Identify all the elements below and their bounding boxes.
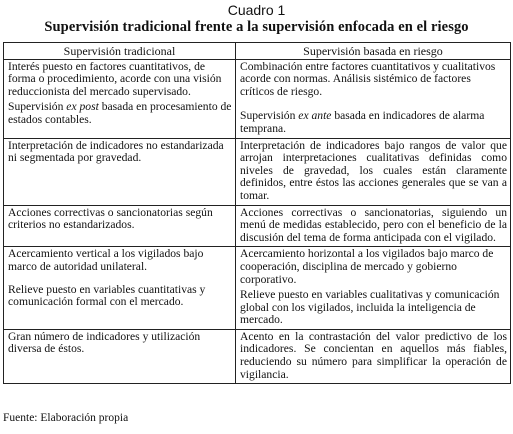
cell-risk-based [236,59,511,138]
table-header-row [4,43,511,60]
table-row [4,247,511,330]
cell-text: Acercamiento vertical a los vigilados bajo marco de autoridad unilateral. [8,247,204,273]
source-note: Fuente: Elaboración propia [3,412,129,424]
cell-text: Supervisión ex post basada en procesamiento de estados contables. [8,100,232,126]
table-row [4,59,511,138]
cell-traditional [4,329,236,383]
cell-text: Interpretación de indicadores bajo rangos de valor que arrojan interpretaciones cualitativas definidas como niveles de gravedad, los cuales están claramente definidos, entre éstos las acciones generales que se van a tomar. [240,138,507,202]
table-row [4,205,511,247]
cell-text: Acciones correctivas o sancionatorias, siguiendo un menú de medidas establecido, pero con el beneficio de la discusión del tema de forma anticipada con el vigilado. [240,205,507,244]
cell-text: Relieve puesto en variables cuantitativas y comunicación formal con el mercado. [8,282,206,309]
cell-text: Supervisión ex ante basada en indicadores de alarma temprana. [240,109,485,135]
cell-text: Acento en la contrastación del valor predictivo de los indicadores. Se concientan en aquellos más fiables, reduciendo su número para simplificar la operación de vigilancia. [240,329,507,381]
cell-text: Acercamiento horizontal a los vigilados bajo marco de cooperación, disciplina de mercado y gobierno corporativo. [240,247,494,286]
column-header-traditional: Supervisión tradicional [4,43,236,60]
cell-risk-based [236,329,511,383]
cell-text: Interpretación de indicadores no estandarizada ni segmentada por gravedad. [8,138,224,165]
cell-text: Relieve puesto en variables cualitativas y comunicación global con los vigilados, incluida la inteligencia de mercado. [240,288,500,327]
cell-traditional [4,59,236,138]
comparison-table [3,42,511,384]
table-caption: Cuadro 1 [227,2,286,18]
cell-risk-based [236,247,511,330]
cell-risk-based [236,138,511,205]
cell-risk-based [236,205,511,247]
table-row [4,138,511,205]
cell-traditional [4,138,236,205]
column-header-risk-based: Supervisión basada en riesgo [236,43,511,60]
cell-text: Interés puesto en factores cuantitativos, de forma o procedimiento, acorde con una visión reduccionista del mercado supervisado. [8,59,222,98]
cell-traditional [4,205,236,247]
table-row [4,329,511,383]
cell-traditional [4,247,236,330]
cell-text: Acciones correctivas o sancionatorias según criterios no estandarizados. [8,205,213,232]
cell-text: Combinación entre factores cuantitativos y cualitativos acorde con normas. Análisis sistémico de factores críticos de riesgo. [240,59,496,98]
cell-text: Gran número de indicadores y utilización diversa de éstos. [8,329,201,356]
table-title: Supervisión tradicional frente a la supervisión enfocada en el riesgo [44,19,469,35]
